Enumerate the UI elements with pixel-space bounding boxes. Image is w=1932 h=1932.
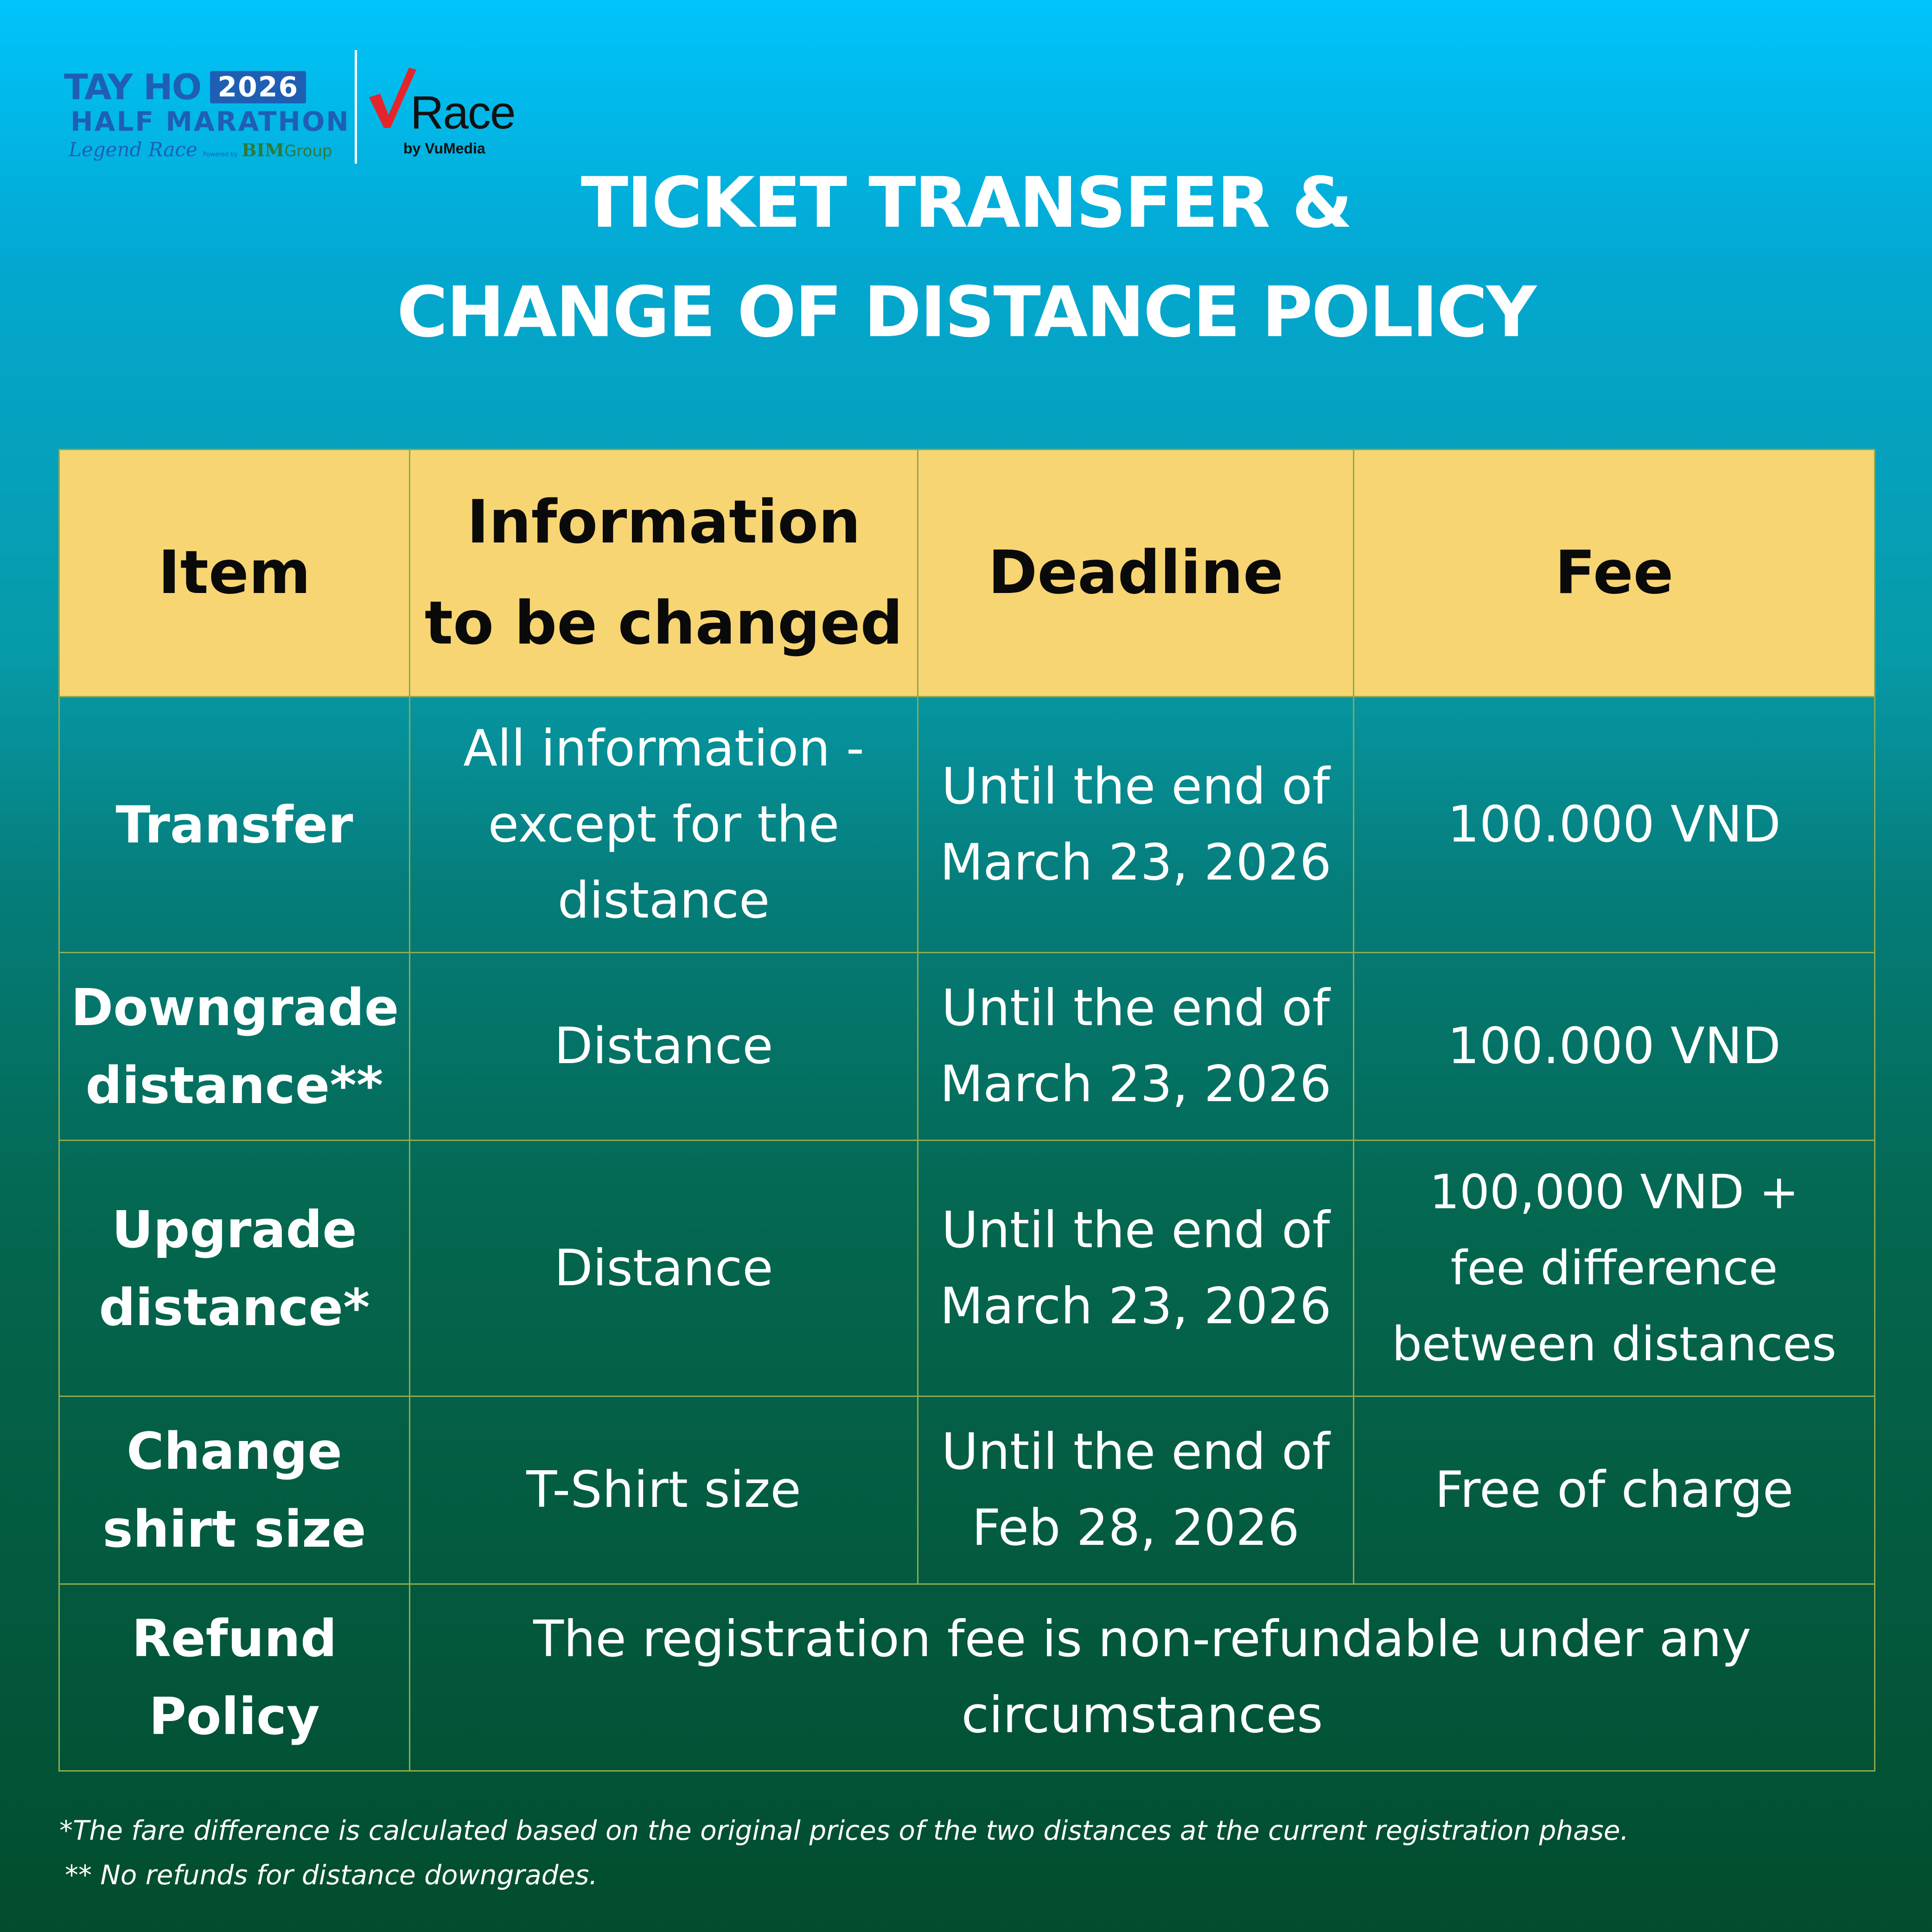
cell-line: Policy	[149, 1687, 320, 1746]
row-deadline	[918, 697, 1354, 953]
header-fee: Fee	[1354, 450, 1875, 697]
cell-line: Downgrade	[71, 978, 399, 1037]
cell-line: All information -	[463, 719, 864, 778]
header-information-line-2: to be changed	[424, 589, 903, 658]
cell-line: distance*	[99, 1277, 370, 1337]
row-fee	[1354, 1396, 1875, 1584]
cell-line: shirt size	[102, 1499, 366, 1559]
cell-line: distance	[557, 871, 770, 930]
cell-line: T-Shirt size	[526, 1461, 801, 1519]
page-title	[0, 148, 1932, 367]
cell-line: The registration fee is non-refundable under any	[533, 1610, 1752, 1668]
cell-line: Feb 28, 2026	[972, 1499, 1300, 1557]
row-item	[59, 1396, 410, 1584]
title-line-2: CHANGE OF DISTANCE POLICY	[396, 272, 1536, 353]
cell-line: Distance	[554, 1239, 773, 1297]
sponsor-bim: BIM	[242, 140, 285, 160]
header-information	[410, 450, 918, 697]
table-row	[59, 1396, 1875, 1584]
row-fee	[1354, 697, 1875, 953]
cell-line: Transfer	[115, 795, 353, 854]
row-info	[410, 1396, 918, 1584]
cell-line: fee difference	[1450, 1240, 1778, 1296]
row-item	[59, 1141, 410, 1396]
row-info	[410, 953, 918, 1141]
refund-text	[410, 1584, 1875, 1771]
row-fee	[1354, 1141, 1875, 1396]
table-row	[59, 953, 1875, 1141]
vrace-byline: by VuMedia	[403, 140, 485, 157]
header-information-line-1: Information	[466, 488, 861, 557]
footnote-no-refunds: ** No refunds for distance downgrades.	[65, 1859, 598, 1891]
policy-table	[58, 449, 1875, 1772]
table-header-row	[59, 450, 1875, 697]
cell-line: Refund	[132, 1609, 337, 1668]
refund-row	[59, 1584, 1875, 1771]
cell-line: between distances	[1392, 1316, 1836, 1372]
cell-line: March 23, 2026	[940, 1055, 1332, 1113]
row-deadline	[918, 953, 1354, 1141]
row-deadline	[918, 1141, 1354, 1396]
logo-subtitle: HALF MARATHON	[70, 106, 350, 137]
checkmark-icon	[366, 65, 417, 130]
cell-line: Free of charge	[1435, 1461, 1794, 1519]
cell-line: Change	[127, 1422, 342, 1481]
cell-line: circumstances	[961, 1686, 1323, 1744]
cell-line: Until the end of	[941, 757, 1330, 816]
row-deadline	[918, 1396, 1354, 1584]
cell-line: March 23, 2026	[940, 1277, 1332, 1335]
title-line-1: TICKET TRANSFER &	[580, 163, 1352, 243]
vrace-logo	[366, 65, 524, 162]
row-info	[410, 1141, 918, 1396]
cell-line: except for the	[488, 795, 840, 854]
cell-line: Until the end of	[941, 1201, 1330, 1259]
cell-line: Until the end of	[941, 1423, 1330, 1481]
logo-tagline: Legend Race	[69, 138, 198, 161]
logo-year-badge: 2026	[210, 71, 306, 103]
cell-line: Until the end of	[941, 979, 1330, 1037]
row-item	[59, 953, 410, 1141]
cell-line: March 23, 2026	[940, 833, 1332, 892]
cell-line: 100.000 VND	[1447, 795, 1781, 854]
cell-line: 100.000 VND	[1447, 1017, 1781, 1075]
table-row	[59, 1141, 1875, 1396]
footnotes	[59, 1808, 1629, 1897]
cell-line: 100,000 VND +	[1429, 1164, 1799, 1220]
row-fee	[1354, 953, 1875, 1141]
vrace-wordmark: Race	[410, 87, 515, 139]
row-item	[59, 697, 410, 953]
cell-line: Upgrade	[112, 1199, 357, 1259]
row-info	[410, 697, 918, 953]
logo-powered-by: Powered by	[203, 151, 238, 158]
header-deadline: Deadline	[918, 450, 1354, 697]
cell-line: distance**	[85, 1056, 383, 1115]
refund-item	[59, 1584, 410, 1771]
table-row	[59, 697, 1875, 953]
header-item: Item	[59, 450, 410, 697]
cell-line: Distance	[554, 1017, 773, 1075]
footnote-fare-difference: *The fare difference is calculated based on the original prices of the two distances at the current registration phase.	[59, 1815, 1629, 1846]
logo-divider	[355, 50, 357, 164]
logo-name: TAY HO	[64, 66, 201, 108]
sponsor-group: Group	[284, 142, 332, 160]
